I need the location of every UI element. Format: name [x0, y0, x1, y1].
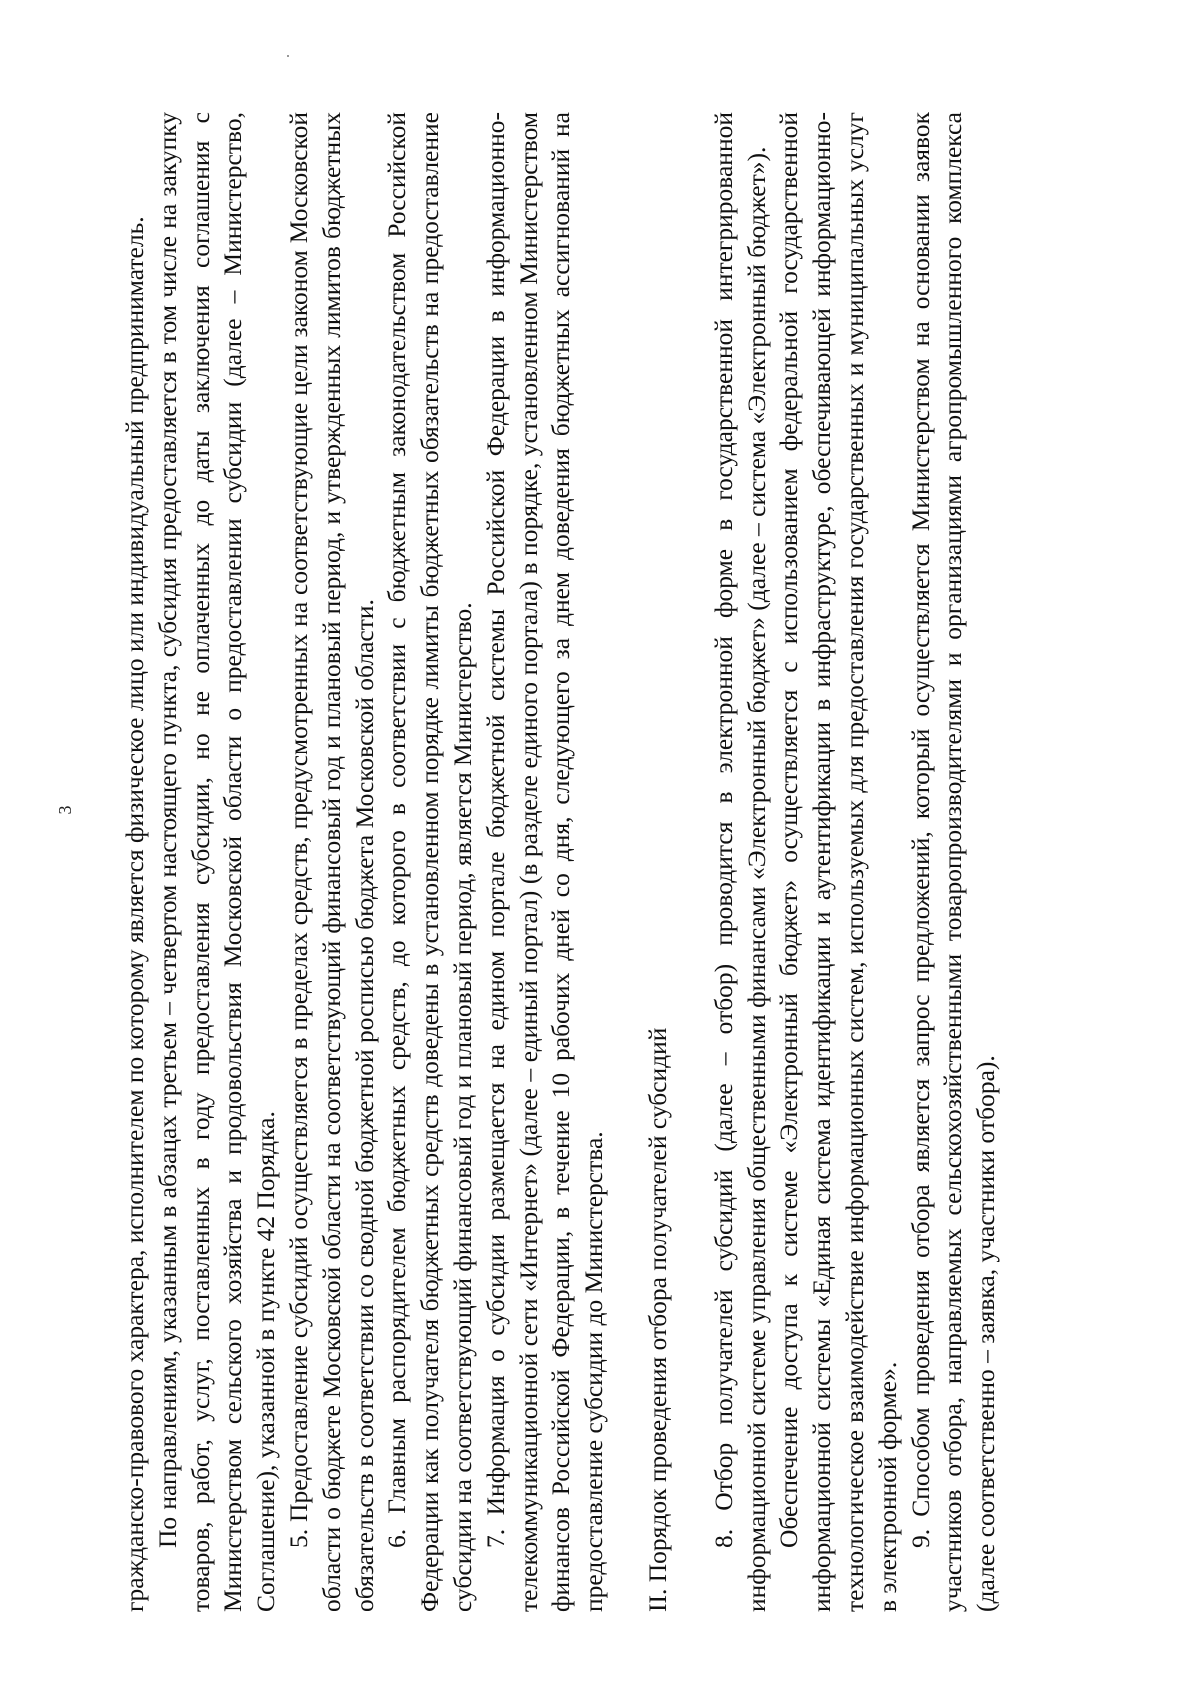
paragraph: 6. Главным распорядителем бюджетных средств, до которого в соответствии с бюджетным законодательством Российской Федерации как получателя бюджетных средств доведены в установленном порядке лимиты бюджетных обязательств на предоставление субсидии на соответствующий финансовый год и плановый период, является Министерство. [382, 112, 477, 1612]
document-page [119, 112, 1119, 1612]
page-number: 3 [55, 805, 75, 815]
paragraph: 8. Отбор получателей субсидий (далее – отбор) проводится в электронной форме в государственной интегрированной информационной системе управления общественными финансами «Электронный бюджет» (далее – система «Электронный бюджет»). [708, 112, 771, 1612]
paragraph: 7. Информация о субсидии размещается на едином портале бюджетной системы Российской Федерации в информационно-телекоммуникационной сети «Интернет» (далее – единый портал) (в разделе единого портала) в порядке, установленном Министерством финансов Российской Федерации, в течение 10 рабочих дней со дня, следующего за днем доведения бюджетных ассигнований на предоставление субсидии до Министерства. [480, 112, 609, 1612]
scan-speck [287, 55, 289, 57]
body-top [119, 112, 611, 1612]
paragraph: По направлениям, указанным в абзацах третьем – четвертом настоящего пункта, субсидия предоставляется в том числе на закупку товаров, работ, услуг, поставленных в году предоставления субсидии, но не оплаченных до даты заключения соглашения с Министерством сельского хозяйства и продовольствия Московской области о предоставлении субсидии (далее – Министерство, Соглашение), указанной в пункте 42 Порядка. [152, 112, 281, 1612]
paragraph: 9. Способом проведения отбора является запрос предложений, который осуществляется Министерством на основании заявок участников отбора, направляемых сельскохозяйственными товаропроизводителями и организациями агропромышленного комплекса (далее соответственно – заявка, участники отбора). [905, 112, 1001, 1612]
body-bottom [708, 112, 1003, 1612]
section-heading: II. Порядок проведения отбора получателей субсидий [642, 1027, 672, 1612]
paragraph: 5. Предоставление субсидий осуществляется в пределах средств, предусмотренных на соответствующие цели законом Московской области о бюджете Московской области на соответствующий финансовый год и плановый период, и утвержденных лимитов бюджетных обязательств в соответствии со сводной бюджетной росписью бюджета Московской области. [283, 112, 379, 1612]
paragraph: гражданско-правового характера, исполнителем по которому является физическое лицо или индивидуальный предприниматель. [120, 216, 149, 1612]
paragraph: Обеспечение доступа к системе «Электронный бюджет» осуществляется с использованием федеральной государственной информационной системы «Единая система идентификации и аутентификации в инфраструктуре, обеспечивающей информационно-технологическое взаимодействие информационных систем, используемых для предоставления государственных и муниципальных услуг в электронной форме». [774, 112, 902, 1612]
